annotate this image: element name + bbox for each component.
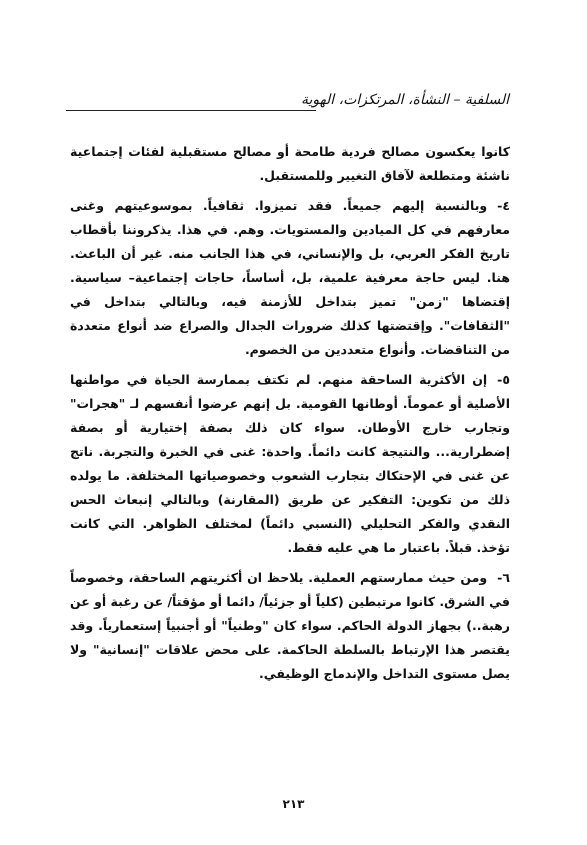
paragraph-continuation <box>70 140 510 188</box>
paragraph-6 <box>70 566 510 686</box>
paragraph-number: ٥- <box>497 372 510 387</box>
paragraph-number: ٦- <box>497 570 510 585</box>
body-text <box>70 140 510 686</box>
header-rule <box>66 110 316 111</box>
paragraph-5 <box>70 368 510 560</box>
paragraph-text: وبالنسبة إليهم جميعاً. فقد تميزوا. ثقافياً. بموسوعيتهم وغنى معارفهم في كل الميادين والمستويات. وهم. في هذا. يذكروننا بأقطاب تاريخ الفكر العربي، بل والإنساني، في هذا الجانب منه. غير أن الباعث. هنا. ليس حاجة معرفية علمية، بل، أساساً، حاجات إجتماعية– سياسية. إقتضاها "زمن" تميز بتداخل للأزمنة فيه، وبالتالي بتداخل في "الثقافات". وإقتضتها كذلك ضرورات الجدال والصراع ضد أنواع متعددة من التناقضات. وأنواع متعددين من الخصوم. <box>70 198 510 357</box>
paragraph-4 <box>70 194 510 362</box>
paragraph-text: كانوا يعكسون مصالح فردية طامحة أو مصالح مستقبلية لفئات إجتماعية ناشئة ومتطلعة لآفاق التغيير وللمستقبل. <box>70 144 510 183</box>
paragraph-number: ٤- <box>497 198 510 213</box>
paragraph-text: إن الأكثرية الساحقة منهم. لم تكتف بممارسة الحياة في مواطنها الأصلية أو عموماً. أوطانها القومية. بل إنهم عرضوا أنفسهم لـ "هجرات" وتجارب خارج الأوطان. سواء كان ذلك بصفة إختيارية أو بصفة إضطرارية... والنتيجة كانت دائماً. واحدة: غنى في الخبرة والتجربة. ناتج عن غنى في الإحتكاك بتجارب الشعوب وخصوصياتها المختلفة. ما يولده ذلك من تكوين: التفكير عن طريق (المقارنة) وبالتالي إنبعاث الحس النقدي والفكر التحليلي (النسبي دائماً) لمختلف الظواهر. التي كانت تؤخذ. قبلاً. باعتبار ما هي عليه فقط. <box>70 372 510 555</box>
paragraph-text: ومن حيث ممارستهم العملية. يلاحظ ان أكثريتهم الساحقة، وخصوصاً في الشرق. كانوا مرتبطين (كلياً أو جزئياً/ دائما أو مؤقتاً/ عن رغبة أو عن رهبة..) بجهاز الدولة الحاكم. سواء كان "وطنياً" أو أجنبياً إستعمارياً. وقد يقتصر هذا الإرتباط بالسلطة الحاكمة. على محض علاقات "إنسانية" ولا يصل مستوى التداخل والإندماج الوظيفي. <box>70 570 510 681</box>
running-title: السلفية – النشأة، المرتكزات، الهوية <box>300 92 509 108</box>
running-header <box>66 92 509 116</box>
page-number: ٢١٣ <box>282 797 305 811</box>
